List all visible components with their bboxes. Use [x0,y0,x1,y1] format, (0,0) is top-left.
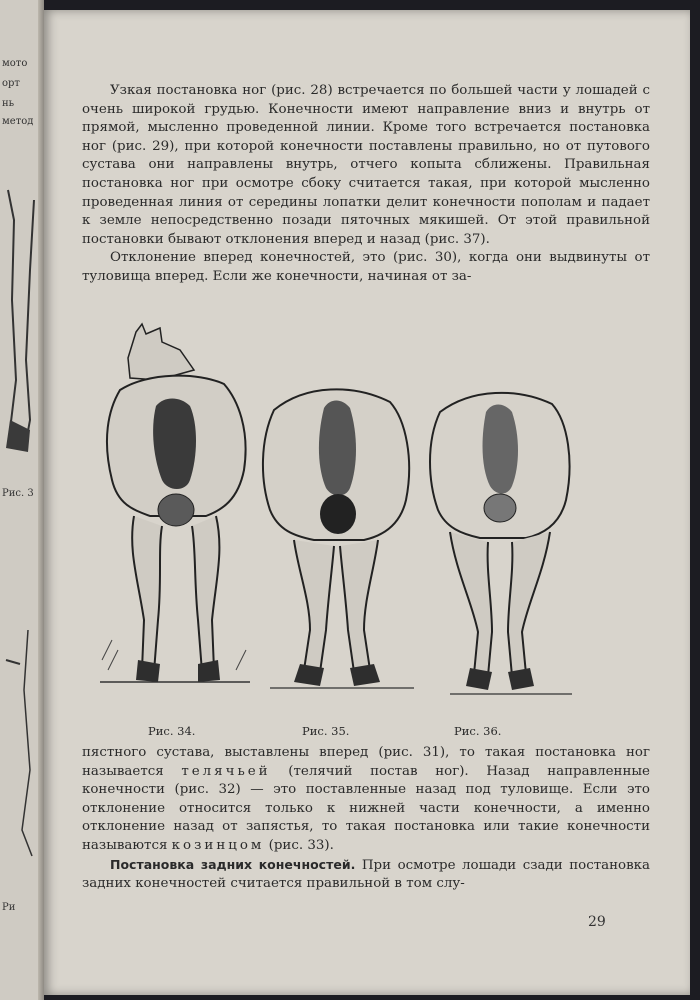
text-top [82,82,650,287]
figure-caption-36: Рис. 36. [454,724,502,738]
left-page-fragment: нь [2,98,15,109]
term-kozinets: козинцом [171,837,265,853]
left-page-horse-leg-illustration [0,180,40,460]
paragraph [82,856,650,894]
figure-caption-35: Рис. 35. [302,724,350,738]
text-run: (рис. 33). [268,837,334,853]
paragraph: Узкая постановка ног (рис. 28) встречается по большей части у лошадей с очень широкой грудью. Конечности имеют направление вниз и внутрь от прямой, мысленно проведенной линии. Кроме того встречается постановка ног (рис. 29), при которой конечности поставлены правильно, но от путового сустава они направлены внутрь, отчего копыта сближены. Правильная постановка ног при осмотре сбоку считается такая, при которой мысленно проведенная линия от середины лопатки делит конечности пополам и падает к земле непосредственно позади пяточных мякишей. От этой правильной постановки бывают отклонения вперед и назад (рис. 37). [82,83,650,247]
figure-caption-34: Рис. 34. [148,724,196,738]
text-run: пястного сустава, выставлены вперед (рис. 31), то такая постановка ног называется [82,745,650,779]
left-page-fragment: метод [2,116,34,127]
left-page-fragment: орт [2,78,20,89]
text-run: При осмотре лошади сзади постановка задних конечностей считается правильной в том слу- [82,857,650,892]
left-page-fragment: мото [2,58,28,69]
text-run: (телячий постав ног). Назад направленные конечности (рис. 32) — это поставленные назад под туловище. Если это отклонение относится только к нижней части конечности, а именно отклонение назад от запястья, то такая постановка или такие конечности называются [82,763,650,853]
left-page-fragment: Ри [2,902,16,913]
left-page-edge [0,0,44,1000]
figure-36-horse-rear-view [422,382,582,702]
figure-34-horse-rear-view [98,320,258,700]
paragraph-continuation [82,744,650,856]
figure-35-horse-rear-view [254,380,424,700]
text-bottom [82,744,650,894]
left-page-fragment: Рис. 3 [2,488,34,499]
paragraph: Отклонение вперед конечностей, это (рис. 30), когда они выдвинуты от туловища вперед. Если же конечности, начиная от за- [82,250,650,284]
book-page [44,10,690,995]
term-telyachya: телячьей [181,763,271,779]
section-heading: Постановка задних конечностей. [110,856,356,872]
left-page-horse-leg-illustration-2 [0,630,40,870]
page-number: 29 [588,914,606,930]
